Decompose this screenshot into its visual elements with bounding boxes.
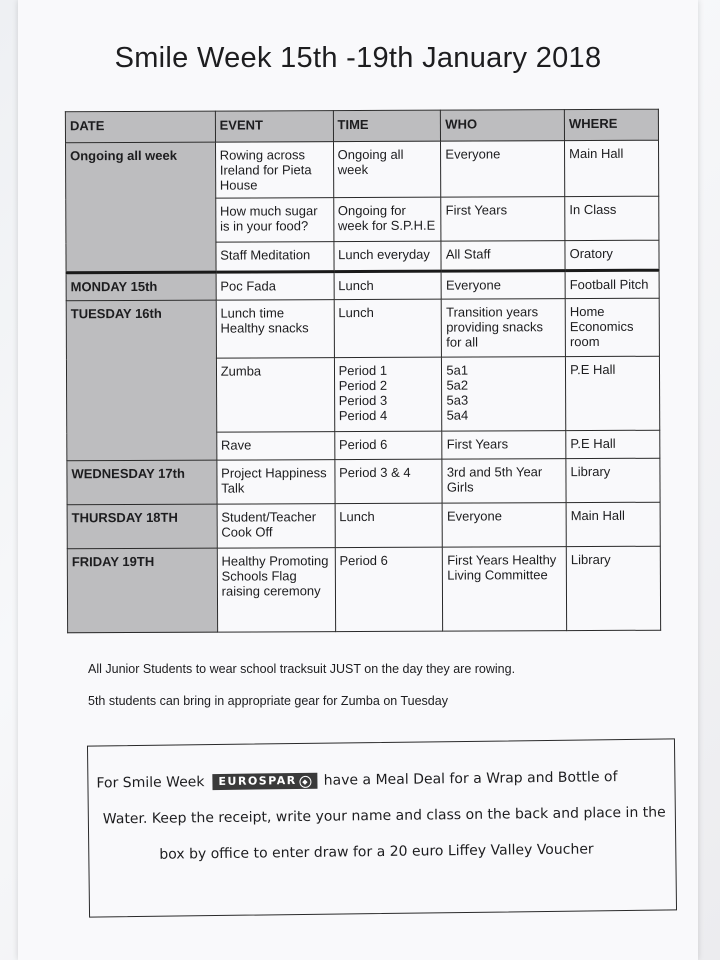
where-cell: Library: [566, 458, 660, 502]
time-cell: Ongoing all week: [333, 141, 441, 197]
where-cell: Main Hall: [566, 502, 660, 546]
page-title: Smile Week 15th -19th January 2018: [114, 42, 602, 74]
time-cell: Lunch: [334, 299, 442, 357]
time-cell: Period 6: [334, 431, 442, 459]
event-cell: Staff Meditation: [216, 242, 334, 273]
where-cell: Main Hall: [565, 140, 659, 196]
table-row: [67, 458, 660, 505]
where-cell: In Class: [565, 196, 659, 240]
where-cell: P.E Hall: [566, 356, 660, 430]
event-cell: Rowing across Ireland for Pieta House: [215, 142, 333, 199]
meal-deal-box: [87, 738, 677, 917]
date-cell-monday: MONDAY 15th: [66, 272, 216, 301]
eurospar-logo-text: EUROSPAR: [218, 774, 297, 788]
date-cell-tuesday: TUESDAY 16th: [66, 300, 216, 461]
promo-prefix: For Smile Week: [96, 774, 205, 792]
who-cell: First Years: [441, 197, 565, 242]
who-cell: Everyone: [441, 141, 565, 198]
time-cell: Period 6: [335, 547, 443, 631]
header-date: DATE: [65, 111, 215, 143]
header-where: WHERE: [564, 109, 658, 140]
table-row: [66, 140, 659, 199]
eurospar-logo: [212, 773, 317, 790]
who-cell: Transition years providing snacks for all: [442, 299, 566, 358]
table-header-row: [65, 109, 658, 143]
promo-line-2: Water. Keep the receipt, write your name and class on the back and place in the: [102, 804, 666, 828]
flyer-page: [18, 0, 698, 960]
where-cell: Oratory: [565, 240, 659, 270]
event-cell: Poc Fada: [216, 272, 334, 301]
time-cell: Lunch everyday: [334, 241, 442, 271]
where-cell: Library: [566, 546, 660, 630]
header-event: EVENT: [215, 111, 333, 143]
who-cell: All Staff: [441, 241, 565, 272]
table-row: [67, 546, 660, 633]
header-time: TIME: [333, 110, 441, 141]
who-cell: 5a1 5a2 5a3 5a4: [442, 357, 566, 432]
schedule-table: [65, 109, 661, 634]
zumba-note: 5th students can bring in appropriate gear for Zumba on Tuesday: [88, 694, 448, 708]
date-cell-thursday: THURSDAY 18TH: [67, 504, 217, 549]
date-cell-ongoing: Ongoing all week: [66, 142, 216, 273]
promo-line-1: [96, 766, 617, 794]
event-cell: Project Happiness Talk: [217, 460, 335, 505]
time-cell: Period 3 & 4: [334, 459, 442, 503]
promo-line-3: box by office to enter draw for a 20 euro Liffey Valley Voucher: [159, 841, 594, 863]
where-cell: Home Economics room: [565, 298, 659, 356]
time-cell: Lunch: [334, 271, 442, 299]
date-cell-friday: FRIDAY 19TH: [67, 548, 217, 633]
event-cell: Healthy Promoting Schools Flag raising ceremony: [217, 548, 335, 633]
table-row: [67, 502, 660, 549]
where-cell: P.E Hall: [566, 430, 660, 458]
event-cell: Lunch time Healthy snacks: [216, 300, 334, 359]
who-cell: First Years: [442, 431, 566, 460]
who-cell: 3rd and 5th Year Girls: [442, 459, 566, 504]
event-cell: Rave: [216, 432, 334, 461]
who-cell: Everyone: [441, 271, 565, 300]
table-row: [66, 298, 659, 359]
who-cell: First Years Healthy Living Committee: [443, 547, 567, 632]
table-row: [66, 270, 659, 301]
promo-line-1-rest: have a Meal Deal for a Wrap and Bottle of: [323, 769, 618, 789]
header-who: WHO: [441, 110, 565, 142]
event-cell: Zumba: [216, 358, 334, 433]
time-cell: Ongoing for week for S.P.H.E: [333, 197, 441, 241]
date-cell-wednesday: WEDNESDAY 17th: [67, 460, 217, 505]
where-cell: Football Pitch: [565, 270, 659, 298]
who-cell: Everyone: [442, 503, 566, 548]
eurospar-mark-icon: ◆: [300, 776, 312, 788]
tracksuit-note: All Junior Students to wear school tracksuit JUST on the day they are rowing.: [88, 662, 516, 676]
time-cell: Period 1 Period 2 Period 3 Period 4: [334, 357, 442, 431]
event-cell: How much sugar is in your food?: [215, 198, 333, 243]
event-cell: Student/Teacher Cook Off: [217, 504, 335, 549]
time-cell: Lunch: [335, 503, 443, 547]
